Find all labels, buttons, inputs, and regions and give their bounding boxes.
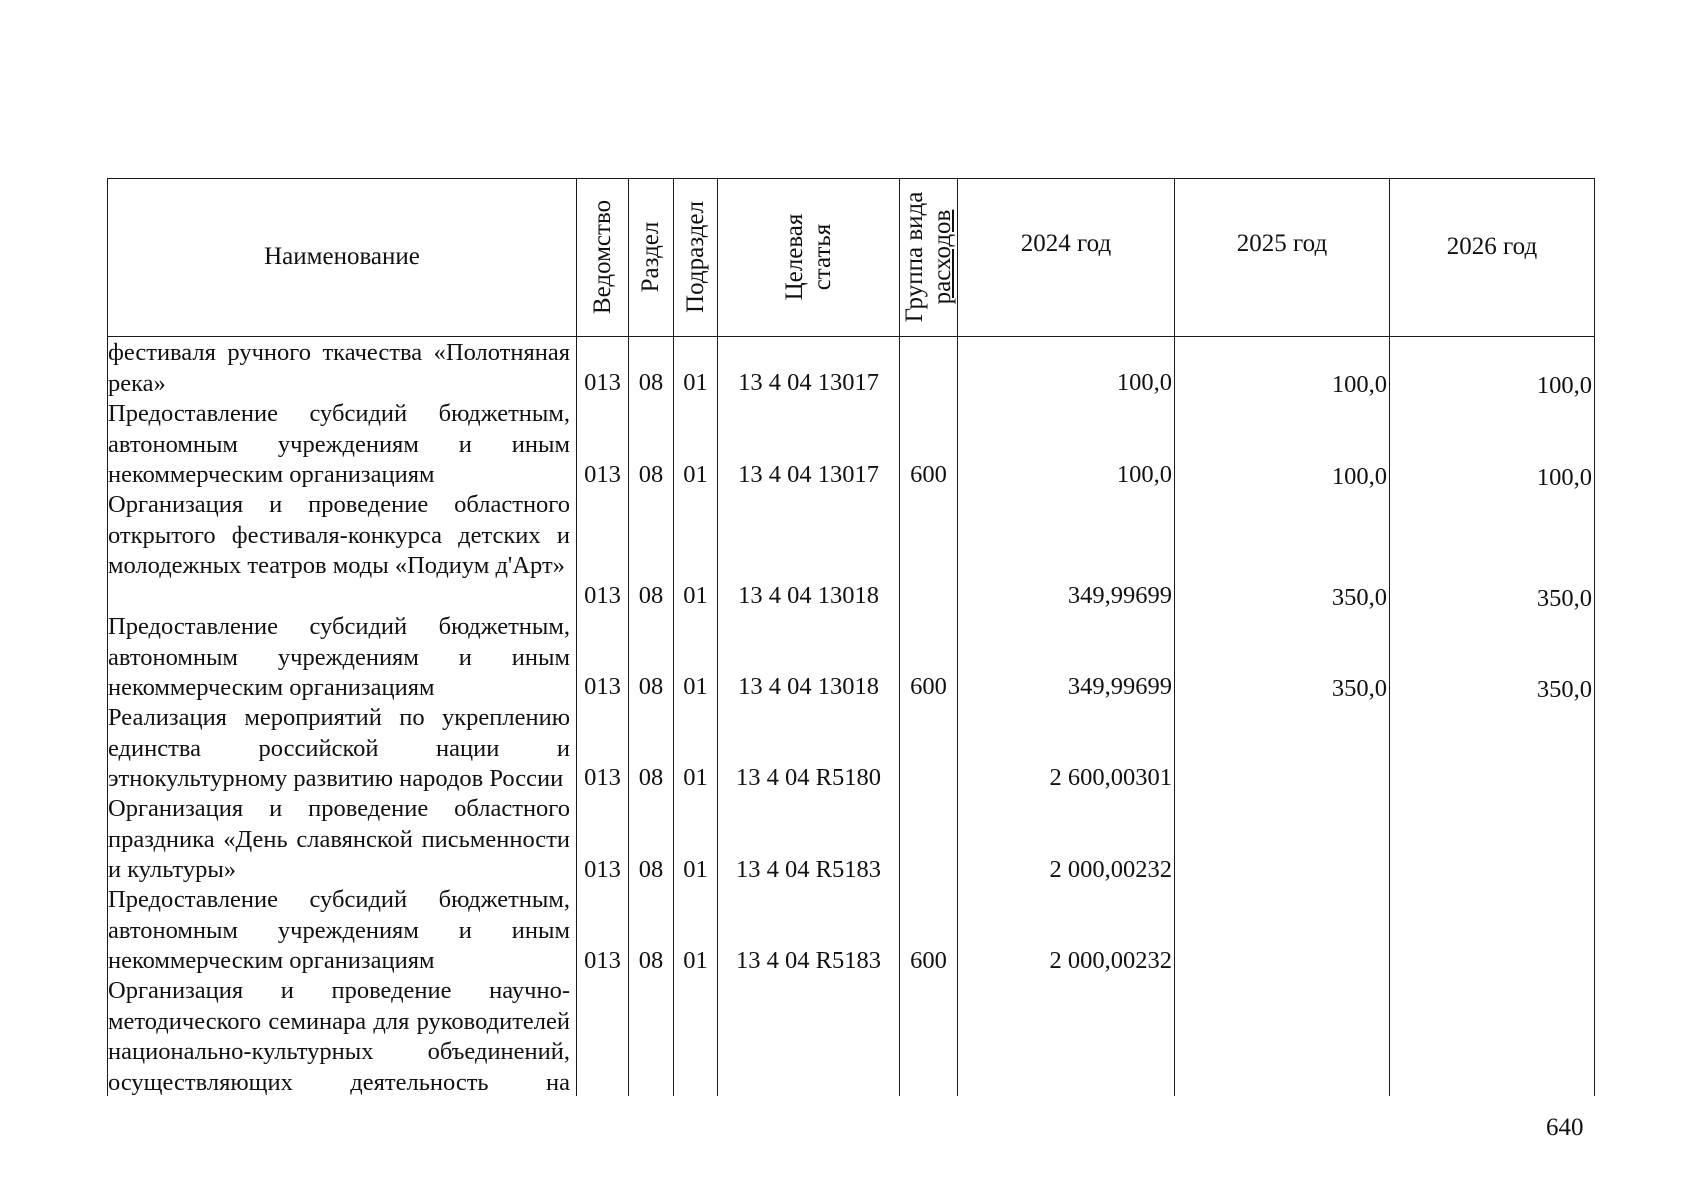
row-group: 600 — [910, 947, 947, 974]
row-razdel: 08 — [638, 856, 664, 883]
header-group-text — [901, 192, 957, 323]
header-2025: 2025 год — [1236, 229, 1328, 257]
row-name: Предоставление субсидий бюджетным, автономным учреждениям и иным некоммерческим организациям — [108, 613, 570, 701]
row-2025: 100,0 — [1331, 371, 1387, 398]
row-podrazdel: 01 — [683, 673, 708, 700]
row-target: 13 4 04 13017 — [738, 461, 879, 488]
header-razdel — [629, 178, 673, 336]
row-target: 13 4 04 13018 — [738, 582, 879, 609]
row-podrazdel: 01 — [683, 856, 708, 883]
row-target: 13 4 04 R5183 — [736, 856, 881, 883]
header-2024: 2024 год — [1020, 229, 1112, 257]
row-2024: 100,0 — [1116, 369, 1172, 396]
header-target-text — [781, 214, 837, 301]
row-2026: 100,0 — [1536, 464, 1592, 491]
row-name: Организация и проведение областного открытого фестиваля-конкурса детских и молодежных театров моды «Подиум д'Арт» — [108, 491, 570, 579]
row-razdel: 08 — [638, 673, 664, 700]
header-target-line1: Целевая — [780, 213, 808, 301]
row-razdel: 08 — [638, 947, 664, 974]
page-number: 640 — [1546, 1114, 1584, 1141]
row-ved: 013 — [584, 582, 621, 609]
header-2026: 2026 год — [1446, 232, 1538, 260]
row-name: Организация и проведение научно-методического семинара для руководителей национально-культурных объединений, осуществляющих деятельность на — [108, 977, 570, 1096]
header-vedomstvo — [577, 178, 628, 336]
row-target: 13 4 04 13018 — [738, 673, 879, 700]
row-name: фестиваля ручного ткачества «Полотняная река» — [108, 339, 570, 397]
row-2025: 350,0 — [1331, 675, 1387, 702]
header-name: Наименование — [264, 242, 420, 270]
row-2024: 2 000,00232 — [1049, 947, 1172, 974]
row-2024: 100,0 — [1116, 461, 1172, 488]
row-podrazdel: 01 — [683, 461, 708, 488]
row-ved: 013 — [584, 856, 621, 883]
row-razdel: 08 — [638, 582, 664, 609]
row-2024: 349,99699 — [1067, 582, 1172, 609]
row-2024: 2 000,00232 — [1049, 856, 1172, 883]
row-name: Организация и проведение областного праздника «День славянской письменности и культуры» — [108, 795, 570, 883]
row-ved: 013 — [584, 673, 621, 700]
header-group — [900, 178, 957, 336]
header-target-line2: статья — [808, 223, 836, 291]
row-razdel: 08 — [638, 764, 664, 791]
header-group-line1: Группа вида — [900, 191, 928, 323]
row-name: Предоставление субсидий бюджетным, автономным учреждениям и иным некоммерческим организациям — [108, 886, 570, 974]
header-target — [718, 178, 899, 336]
row-2025: 350,0 — [1331, 584, 1387, 611]
row-name: Предоставление субсидий бюджетным, автономным учреждениям и иным некоммерческим организациям — [108, 400, 570, 488]
row-2026: 100,0 — [1536, 372, 1592, 399]
row-target: 13 4 04 13017 — [738, 369, 879, 396]
row-podrazdel: 01 — [683, 764, 708, 791]
row-2024: 2 600,00301 — [1049, 764, 1172, 791]
header-group-line2: расходов — [928, 209, 956, 305]
row-razdel: 08 — [638, 461, 664, 488]
col-border-right — [1594, 178, 1595, 1096]
header-podrazdel-text: Подраздел — [681, 201, 709, 313]
row-ved: 013 — [584, 369, 621, 396]
row-name: Реализация мероприятий по укреплению единства российской нации и этнокультурному развитию народов России — [108, 704, 570, 792]
header-vedomstvo-text: Ведомство — [588, 199, 616, 315]
row-ved: 013 — [584, 764, 621, 791]
row-ved: 013 — [584, 947, 621, 974]
row-2026: 350,0 — [1536, 585, 1592, 612]
row-group: 600 — [910, 673, 947, 700]
row-razdel: 08 — [638, 369, 664, 396]
header-razdel-text: Раздел — [637, 221, 664, 293]
row-2024: 349,99699 — [1067, 673, 1172, 700]
row-ved: 013 — [584, 461, 621, 488]
row-target: 13 4 04 R5183 — [736, 947, 881, 974]
row-group: 600 — [910, 461, 947, 488]
header-bottom-border — [108, 336, 1595, 337]
row-podrazdel: 01 — [683, 582, 708, 609]
row-podrazdel: 01 — [683, 369, 708, 396]
row-2026: 350,0 — [1536, 676, 1592, 703]
row-podrazdel: 01 — [683, 947, 708, 974]
row-target: 13 4 04 R5180 — [736, 764, 881, 791]
row-2025: 100,0 — [1331, 463, 1387, 490]
header-podrazdel — [674, 178, 717, 336]
